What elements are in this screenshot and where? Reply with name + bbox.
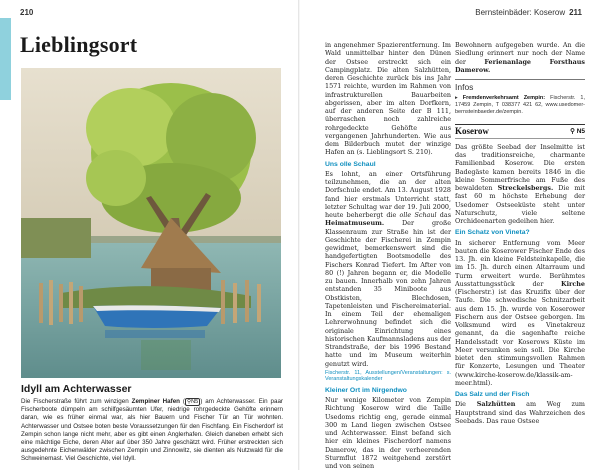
- left-page-number: 210: [20, 8, 34, 17]
- section-heading: Uns olle Schaul: [325, 160, 376, 168]
- right-page: [300, 0, 600, 470]
- address-note: Fischerstr. 11, Ausstellungen/Veranstaltungen: s. Veranstaltungskalender: [325, 369, 451, 383]
- bullet-icon: ▸: [455, 95, 458, 102]
- place-heading: Koserow ⚲ N5: [455, 124, 585, 139]
- caption-heading: Idyll am Achterwasser: [21, 383, 132, 395]
- caption-text: Die Fischerstraße führt zum winzigen Zempiner Hafen ( ⚲N5 ) am Achterwasser. Ein paar Fischerboote dümpeln am schilfgesäumten Ufer, niedrige rohrgedeckte Gehöfte erinnern daran, wie es früher einmal war, als hier Bauern und Fischer Tür an Tür wohnten. Achterwasser und Ostsee boten beste Voraussetzungen für den Fischfang. Ein Fischerdorf ist Zempin schon lange nicht mehr, aber es gibt einen Anglerhafen. Gleich daneben erhebt sich eine mächtige Eiche, deren Alter auf über 350 Jahre geschätzt wird. Früher erstreckten sich ausgedehnte Eichenwälder zwischen Zempin und Zinnowitz, sie dienten als Nutzwald für die Schweinemast. Viel Geschichte, viel Idyll.: [21, 398, 284, 463]
- infos-text: ▸ Fremdenverkehrsamt Zempin: Fischerstr. 1, 17459 Zempin, T 038377 421 62, www.usedomer-bernsteinbaeder.de/zempin.: [455, 95, 586, 115]
- running-head: Bernsteinbäder: Koserow 211: [475, 8, 582, 17]
- section-heading: Ein Schatz von Vineta?: [455, 229, 530, 237]
- text-column-1: in angenehmer Spazierentfernung. Im Wald unmittelbar hinter den Dünen der Ostsee erstreckt sich ein Campingplatz. Die alten Salzhütten, deren Geschichte zurück bis ins Jahr 1571 reichte, wurden im Rahmen von infrastrukturellen Bauarbeiten abgerissen, aber im alten Dorfkern, auf der anderen Seite der B 111, überraschen noch zahlreiche rohrgedeckte Gehöfte aus vergangenen Jahrhunderten. Wie aus dem Bilderbuch mutet der winzige Hafen an (s. Lieblingsort S. 210). Uns olle Schaul Es lohnt, an einer Ortsführung teilzunehmen, die an der alten Dorfschule endet. Am 13. August 1928 fand hier erstmals Unterricht statt, letzter Schultag war der 19. Juli 2000, heute beherbergt die olle Schaul das Heimatmuseum. Der große Klassenraum zur Straße hin ist der Geschichte der Fischerei in Zempin gewidmet, bemerkenswert sind die handgefertigten Bootsmodelle des Fischers Konrad Tiefert. Im After von 80 (!) Jahren begann er, die Modelle zu bauen. Innerhalb von zehn Jahren entstanden 35 Miniboote aus Obstkisten, Blechdosen, Tapetenleisten und Fischereimaterial. In einem Teil der ehemaligen Lehrerwohnung befindet sich die originale Einrichtung eines historischen Kaufmannsladens aus der Strandstraße, der bis 1996 Bestand hatte und im Museum weiterhin genutzt wird. Fischerstr. 11, Ausstellungen/Veranstaltungen: s. Veranstaltungskalender Kleiner Ort im Nirgendwo Nur wenige Kilometer von Zempin Richtung Koserow wird die Taille Usedoms richtig eng, gerade einmal 300 m Land liegen zwischen Ostsee und Achterwasser. Einst befand sich hier ein kleines Fischerdorf namens Damerow, das in der verheerenden Sturmflut 1872 weitgehend zerstört und von seinen: [325, 41, 451, 470]
- section-heading: Das Salz und der Fisch: [455, 391, 530, 399]
- page-title: Lieblingsort: [20, 32, 138, 57]
- section-heading: Kleiner Ort im Nirgendwo: [325, 386, 407, 394]
- section-tab: [0, 18, 11, 100]
- infos-box: [455, 79, 585, 116]
- harbor-photo: [21, 68, 281, 378]
- text-column-2: Bewohnern aufgegeben wurde. An die Siedlung erinnert nur noch der Name der Ferienanlage Forsthaus Damerow. Infos ▸ Fremdenverkehrsamt Zempin: Fischerstr. 1, 17459 Zempin, T 038377 421 62, www.usedomer-bernsteinbaeder.de/zempin. Koserow ⚲ N5 Das größte Seebad der Inselmitte ist das traditionsreiche, charmante Familienbad Koserow. Die ersten Badegäste kamen bereits 1846 in die kleine Sommerfrische am Fuße des bewaldeten Streckelsbergs. Die mit fast 60 m höchste Erhebung der Usedomer Ostseeküste steht unter Naturschutz, viele seltene Orchideenarten gedeihen hier. Ein Schatz von Vineta? In sicherer Entfernung vom Meer bauten die Koserower Fischer Ende des 13. Jh. ein kleine Feldsteinkapelle, die im 15. Jh. durch einen Altarraum und Turm erweitert wurde. Berühmtes Ausstattungsstück der Kirche (Fischerstr.) ist das Kruzifix über der Taufe. Die schwedische Schnitzarbeit aus dem 15. Jh. wurde von Koserower Fischern aus der Ostsee geborgen. Im Volksmund wird es Vinetakreuz genannt, da die sagenhafte reiche Handelsstadt vor Koserows Küste im Meer versunken sein soll. Die Kirche bietet den stimmungsvollen Rahmen für Konzerte, Lesungen und Theater (www.kirche-koserow.de/klassik-am-meer.html). Das Salz und der Fisch Die Salzhütten am Weg zum Hauptstrand sind das Wahrzeichen des Seebads. Das raue Ostsee: [455, 41, 586, 425]
- infos-title: Infos: [455, 82, 474, 92]
- map-pin-icon: ⚲ N5: [570, 127, 585, 135]
- map-pin-icon: ⚲N5: [186, 399, 199, 405]
